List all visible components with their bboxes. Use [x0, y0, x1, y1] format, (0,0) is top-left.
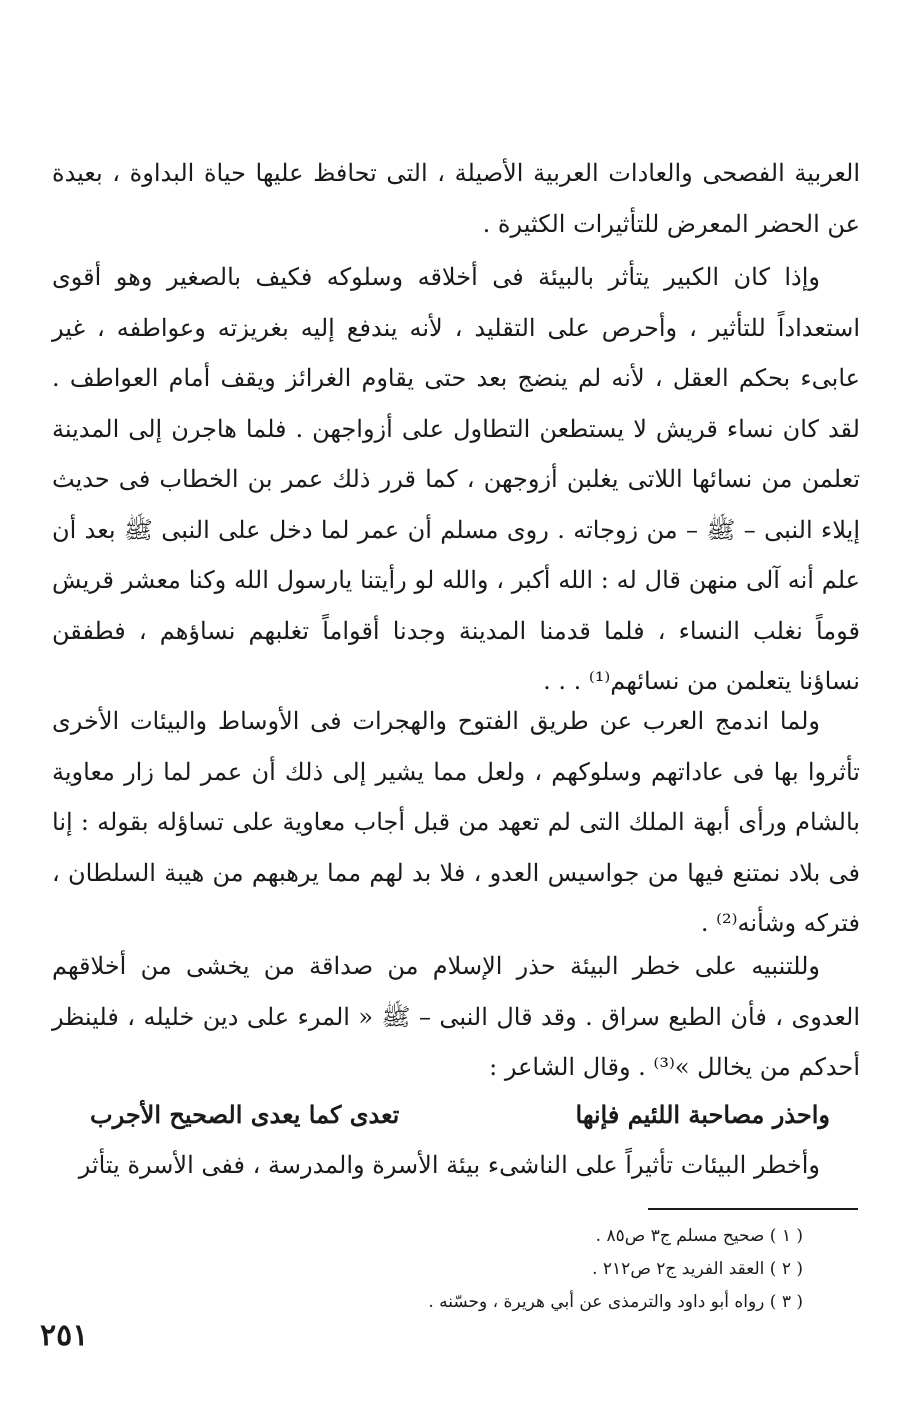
paragraph: [52, 941, 860, 1093]
paragraph-text: وللتنبيه على خطر البيئة حذر الإسلام من صداقة من يخشى من أخلاقهم العدوى ، فأن الطبع سراق . وقد قال النبى – ﷺ « المرء على دين خليله ، فلينظر أحدكم من يخالل »⁽³⁾ . وقال الشاعر :: [52, 952, 860, 1081]
paragraph: [52, 696, 860, 949]
paragraph-text: ولما اندمج العرب عن طريق الفتوح والهجرات فى الأوساط والبيئات الأخرى تأثروا بها فى عاداتهم وسلوكهم ، ولعل مما يشير إلى ذلك أن عمر لما زار معاوية بالشام ورأى أبهة الملك التى لم تعهد من قبل أجاب معاوية على تساؤله بقوله : إنا فى بلاد نمتنع فيها من جواسيس العدو ، فلا بد لهم مما يرهبهم من هيبة السلطان ، فتركه وشأنه⁽²⁾ .: [52, 707, 860, 937]
verse-second-hemistich: تعدى كما يعدى الصحيح الأجرب: [90, 1100, 400, 1129]
paragraph: [52, 1140, 860, 1191]
page-number: ٢٥١: [40, 1318, 89, 1353]
footnote: ( ٢ ) العقد الفريد ج٢ ص٢١٢ .: [592, 1259, 803, 1279]
footnote-separator: [648, 1208, 858, 1210]
paragraph-text: العربية الفصحى والعادات العربية الأصيلة ، التى تحافظ عليها حياة البداوة ، بعيدة عن الحضر المعرض للتأثيرات الكثيرة .: [52, 159, 860, 238]
footnote: ( ١ ) صحيح مسلم ج٣ ص٨٥ .: [595, 1226, 803, 1246]
paragraph-text: وأخطر البيئات تأثيراً على الناشىء بيئة الأسرة والمدرسة ، ففى الأسرة يتأثر: [78, 1151, 820, 1179]
poetry-verse: [60, 1090, 850, 1140]
paragraph-text: وإذا كان الكبير يتأثر بالبيئة فى أخلاقه وسلوكه فكيف بالصغير وهو أقوى استعداداً للتأثير ، وأحرص على التقليد ، لأنه يندفع إليه بغريزته وعواطفه ، غير عابىء بحكم العقل ، لأنه لم ينضج بعد حتى يقاوم الغرائز ويقف أمام العواطف . لقد كان نساء قريش لا يستطعن التطاول على أزواجهن . فلما هاجرن إلى المدينة تعلمن من نسائها اللاتى يغلبن أزوجهن ، كما قرر ذلك عمر بن الخطاب فى حديث إيلاء النبى – ﷺ – من زوجاته . روى مسلم أن عمر لما دخل على النبى ﷺ بعد أن علم أنه آلى منهن قال له : الله أكبر ، والله لو رأيتنا يارسول الله وكنا معشر قريش قوماً نغلب النساء ، فلما قدمنا المدينة وجدنا أقواماً تغلبهم نساؤهم ، فطفقن نساؤنا يتعلمن من نسائهم⁽¹⁾ . . .: [52, 263, 860, 695]
paragraph: [52, 252, 860, 707]
verse-first-hemistich: واحذر مصاحبة اللئيم فإنها: [575, 1100, 830, 1129]
paragraph: [52, 148, 860, 249]
footnotes: [243, 1220, 803, 1319]
footnote: ( ٣ ) رواه أبو داود والترمذى عن أبي هريرة ، وحسّنه .: [428, 1292, 803, 1312]
